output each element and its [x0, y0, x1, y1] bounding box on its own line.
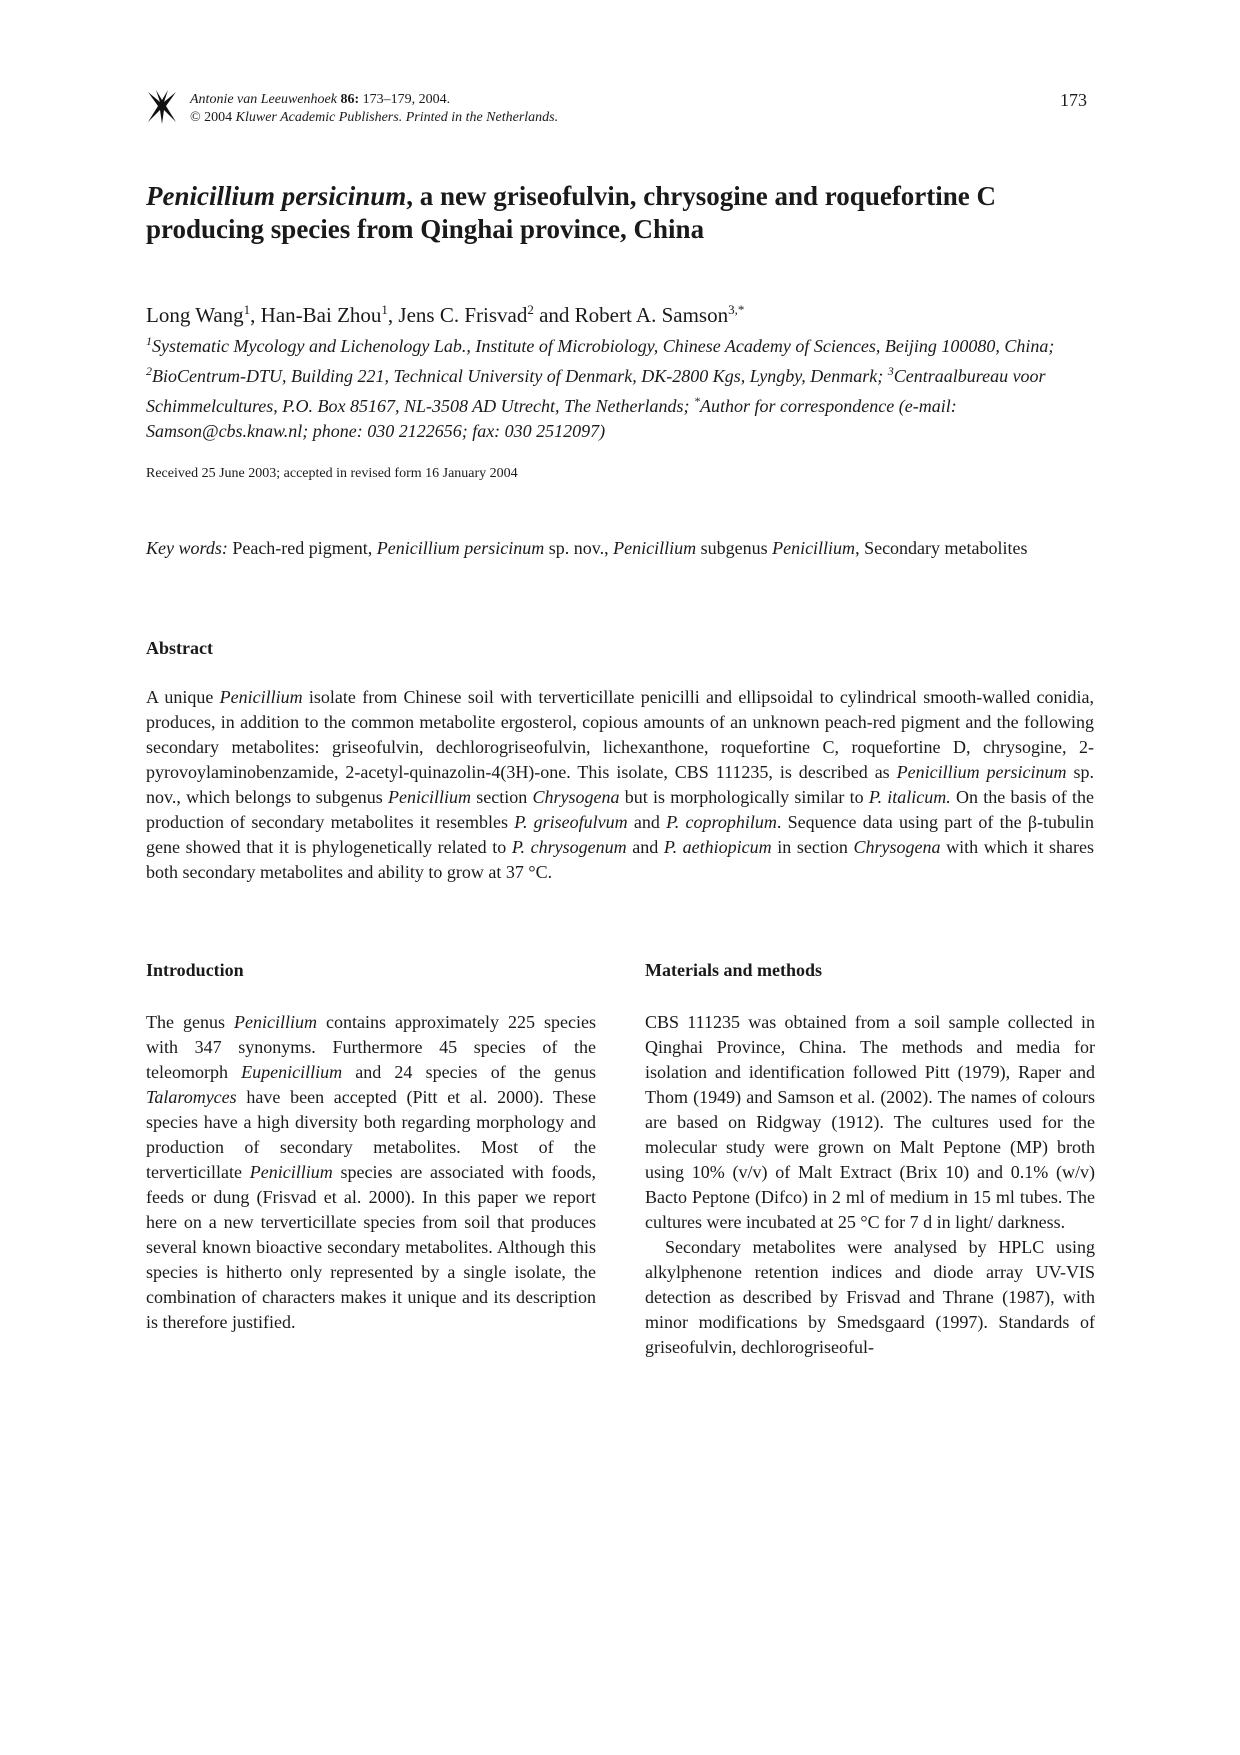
keywords	[146, 536, 1094, 560]
author-name: Robert A. Samson	[574, 303, 729, 327]
methods-heading: Materials and methods	[645, 960, 822, 980]
affiliation-text: Centraalbureau voor Schimmelcultures, P.O. Box 85167, NL-3508 AD Utrecht, The Netherlands;	[146, 366, 1046, 416]
italic-text: P. coprophilum	[666, 812, 777, 832]
text-run: subgenus	[696, 538, 773, 558]
methods-paragraph: CBS 111235 was obtained from a soil sample collected in Qinghai Province, China. The methods and media for isolation and identification followed Pitt (1979), Raper and Thom (1949) and Samson et al. (2002). The names of colours are based on Ridgway (1912). The cultures used for the molecular study were grown on Malt Peptone (MP) broth using 10% (v/v) of Malt Extract (Brix 10) and 0.1% (w/v) Bacto Peptone (Difco) in 2 ml of medium in 15 ml tubes. The cultures were incubated at 25 °C for 7 d in light/ darkness.	[645, 1012, 1095, 1232]
italic-text: P. italicum.	[868, 787, 951, 807]
affiliation-marker: 3	[887, 364, 894, 378]
text-run: and	[626, 837, 664, 857]
text-run: . Sequence data using part of the β-tubulin gene showed that it is phylogenetically related to	[146, 812, 1094, 857]
text-run: contains approximately 225 species with 347 synonyms. Furthermore 45 species of the teleomorph	[146, 1012, 596, 1082]
journal-pages-year: 173–179, 2004.	[362, 92, 451, 107]
introduction-body	[146, 1010, 596, 1335]
italic-text: Penicillium	[234, 1012, 317, 1032]
journal-volume: 86:	[340, 92, 360, 107]
text-run: Peach-red pigment,	[227, 538, 377, 558]
methods-paragraph: Secondary metabolites were analysed by HPLC using alkylphenone retention indices and diode array UV-VIS detection as described by Frisvad and Thrane (1987), with minor modifications by Smedsgaard (1997). Standards of griseofulvin, dechlorogriseoful-	[645, 1237, 1095, 1357]
abstract-heading: Abstract	[146, 638, 213, 658]
affiliation-marker: 1	[146, 334, 152, 348]
journal-name: Antonie van Leeuwenhoek	[190, 92, 337, 107]
affiliations	[146, 329, 1106, 444]
italic-text: Penicillium persicinum	[376, 538, 545, 558]
text-run: species are associated with foods, feeds or dung (Frisvad et al. 2000). In this paper we report here on a new terverticillate species from soil that produces several known bioactive secondary metabolites. Although this species is hitherto only represented by a single isolate, the combination of characters makes it unique and its description is therefore justified.	[146, 1162, 596, 1332]
text-run: and 24 species of the genus	[342, 1062, 596, 1082]
affiliation-text: BioCentrum-DTU, Building 221, Technical University of Denmark, DK-2800 Kgs, Lyngby, Denmark;	[152, 366, 888, 386]
author-separator: ,	[250, 303, 261, 327]
affiliation-marker: *	[693, 394, 700, 408]
affiliation-marker: 2	[146, 364, 152, 378]
italic-text: Penicillium persicinum	[896, 762, 1067, 782]
italic-text: P. chrysogenum	[511, 837, 627, 857]
text-run: sp. nov., which belongs to subgenus	[146, 762, 1095, 807]
text-run: with which it shares both secondary metabolites and ability to grow at 37 °C.	[146, 837, 1094, 882]
author-name: Long Wang	[146, 303, 244, 327]
title-rest: , a new griseofulvin, chrysogine and roquefortine C producing species from Qinghai province, China	[146, 181, 997, 244]
paper-title	[146, 180, 1106, 246]
kluwer-logo-icon	[146, 88, 178, 126]
journal-citation	[190, 91, 558, 127]
author-list	[146, 297, 1106, 328]
author-affiliation-marker: 2	[527, 302, 534, 317]
text-run: section	[471, 787, 533, 807]
received-date: Received 25 June 2003; accepted in revised form 16 January 2004	[146, 466, 518, 481]
introduction-heading: Introduction	[146, 960, 244, 980]
affiliation-text: Systematic Mycology and Lichenology Lab., Institute of Microbiology, Chinese Academy of Sciences, Beijing 100080, China;	[152, 336, 1055, 356]
author-name: Jens C. Frisvad	[398, 303, 528, 327]
italic-text: P. griseofulvum	[514, 812, 628, 832]
italic-text: Chrysogena	[532, 787, 620, 807]
methods-body	[645, 1010, 1095, 1360]
text-run: isolate from Chinese soil with terverticillate penicilli and ellipsoidal to cylindrical smooth-walled conidia, produces, in addition to the common metabolite ergosterol, copious amounts of an unknown peach-red pigment and the following secondary metabolites: griseofulvin, dechlorogriseofulvin, lichexanthone, roquefortine C, roquefortine D, chrysogine, 2-pyrovoylaminobenzamide, 2-acetyl-quinazolin-4(3H)-one. This isolate, CBS 111235, is described as	[146, 687, 1094, 782]
italic-text: Eupenicillium	[241, 1062, 343, 1082]
page-number: 173	[1060, 90, 1087, 110]
abstract-body	[146, 685, 1094, 885]
author-affiliation-marker: 1	[381, 302, 388, 317]
title-species: Penicillium persicinum	[146, 181, 407, 211]
italic-text: Penicillium	[219, 687, 303, 707]
author-separator: and	[533, 303, 575, 327]
author-separator: ,	[387, 303, 399, 327]
text-run: in section	[771, 837, 854, 857]
author-affiliation-marker: 3,*	[728, 302, 745, 317]
italic-text: Penicillium	[388, 787, 471, 807]
author-name: Han-Bai Zhou	[260, 303, 382, 327]
text-run: have been accepted (Pitt et al. 2000). These species have a high diversity both regarding morphology and production of secondary metabolites. Most of the terverticillate	[146, 1087, 596, 1182]
text-run: The genus	[146, 1012, 235, 1032]
italic-text: Penicillium	[613, 538, 697, 558]
author-affiliation-marker: 1	[243, 302, 251, 317]
text-run: , Secondary metabolites	[855, 538, 1028, 558]
text-run: sp. nov.,	[544, 538, 614, 558]
italic-text: Chrysogena	[853, 837, 941, 857]
italic-text: Penicillium	[772, 538, 856, 558]
publisher-line: Kluwer Academic Publishers. Printed in the Netherlands.	[235, 110, 559, 125]
affiliation-text: Author for correspondence (e-mail: Samson@cbs.knaw.nl; phone: 030 2122656; fax: 030 2512097)	[146, 396, 957, 441]
text-run: and	[627, 812, 667, 832]
italic-text: Penicillium	[249, 1162, 333, 1182]
text-run: A unique	[146, 687, 220, 707]
keywords-label: Key words:	[146, 538, 228, 558]
italic-text: P. aethiopicum	[663, 837, 772, 857]
text-run: On the basis of the production of secondary metabolites it resembles	[146, 787, 1094, 832]
text-run: but is morphologically similar to	[619, 787, 869, 807]
italic-text: Talaromyces	[146, 1087, 237, 1107]
copyright-year: © 2004	[190, 110, 233, 125]
